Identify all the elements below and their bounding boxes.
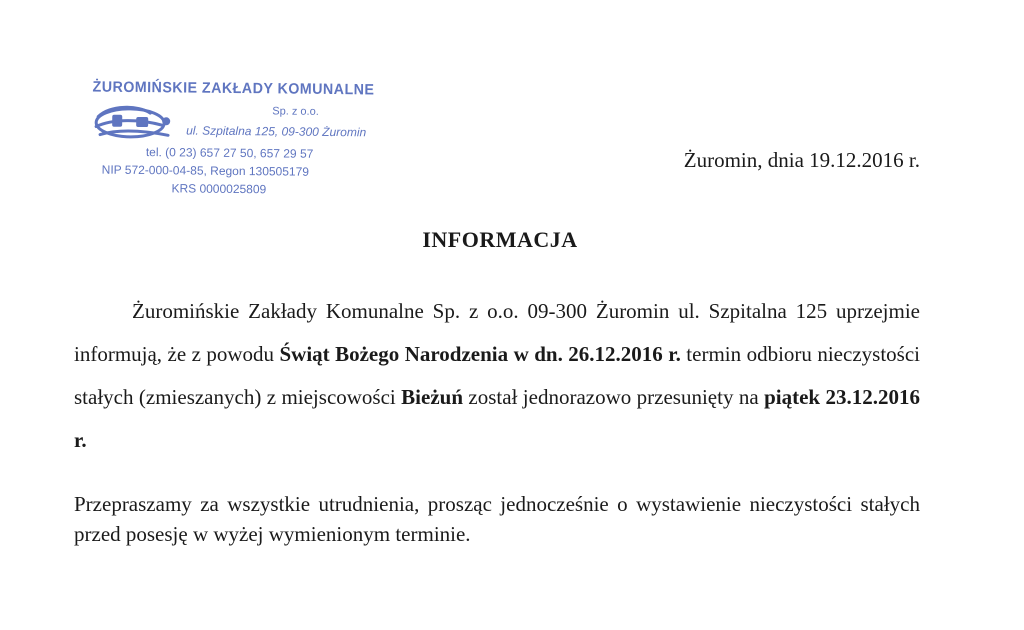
new-collection-date: piątek 23.12.2016 r. xyxy=(74,385,921,452)
stamp-company-form: Sp. z o.o. xyxy=(272,105,319,118)
holiday-date: Świąt Bożego Narodzenia w dn. 26.12.2016 r. xyxy=(279,342,681,366)
paragraph1-text-a: Żuromińskie Zakłady Komunalne Sp. z o.o. 09-300 Żuromin ul. Szpitalna 125 uprzejmie informują, że z powodu xyxy=(74,299,920,366)
paragraph-apology: Przepraszamy za wszystkie utrudnienia, prosząc jednocześnie o wystawienie nieczystości stałych przed posesję w wyżej wymienionym terminie. xyxy=(74,492,920,546)
stamp-nip-regon: NIP 572-000-04-85, Regon 130505179 xyxy=(101,162,310,179)
stamp-title: ŻUROMIŃSKIE ZAKŁADY KOMUNALNE xyxy=(92,78,375,99)
locality-name: Bieżuń xyxy=(401,385,464,409)
paragraph-announcement xyxy=(74,290,920,462)
paragraph1-text-c: został jednorazowo przesunięty na xyxy=(463,385,765,409)
stamp-krs: KRS 0000025809 xyxy=(171,181,267,197)
place-and-date: Żuromin, dnia 19.12.2016 r. xyxy=(683,148,920,172)
stamp-address: ul. Szpitalna 125, 09-300 Żuromin xyxy=(186,123,367,140)
document-title: INFORMACJA xyxy=(422,227,578,252)
paragraph1-text-b: termin odbioru nieczystości stałych (zmieszanych) z miejscowości xyxy=(74,342,920,409)
stamp-phone: tel. (0 23) 657 27 50, 657 29 57 xyxy=(145,145,314,161)
company-stamp xyxy=(85,74,386,207)
company-logo-icon xyxy=(90,98,180,141)
